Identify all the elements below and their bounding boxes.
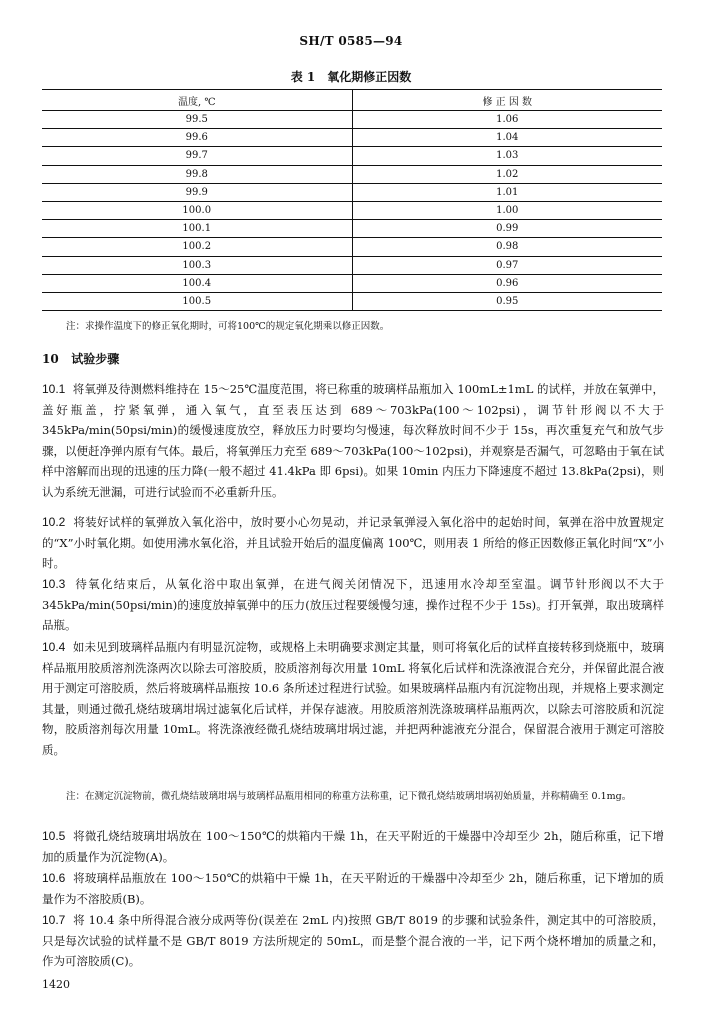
clause-text: 将玻璃样品瓶放在 100～150℃的烘箱中干燥 1h，在天平附近的干燥器中冷却至少 2h，随后称重，记下增加的质量作为不溶胶质(B)。 <box>42 871 664 906</box>
clause-text: 待氧化结束后，从氧化浴中取出氧弹，在进气阀关闭情况下，迅速用水冷却至室温。调节针形阀以不大于 345kPa/min(50psi/min)的速度放掉氧弹中的压力(放压过程要缓慢匀速，操作过程不少于 15s)。打开氧弹，取出玻璃样品瓶。 <box>42 577 664 632</box>
table-row <box>42 220 662 238</box>
factor-cell: 0.96 <box>352 274 662 292</box>
clause-number: 10.2 <box>42 515 66 529</box>
clause-number: 10.3 <box>42 577 66 591</box>
table-row <box>42 147 662 165</box>
section-heading <box>42 350 119 367</box>
column-header-factor: 修 正 因 数 <box>352 90 662 111</box>
clause-text: 将装好试样的氧弹放入氧化浴中，放时要小心勿晃动，并记录氧弹浸入氧化浴中的起始时间，氧弹在浴中放置规定的“X”小时氧化期。如使用沸水氧化浴，并且试验开始后的温度偏离 100℃，则用表 1 所给的修正因数修正氧化时间“X”小时。 <box>42 515 664 570</box>
table-caption: 表 1 氧化期修正因数 <box>290 70 412 84</box>
factor-cell: 1.00 <box>352 201 662 219</box>
clause-number: 10.7 <box>42 913 66 927</box>
table-note: 注：求操作温度下的修正氧化期时，可将100℃的规定氧化期乘以修正因数。 <box>66 321 390 332</box>
factor-cell: 0.98 <box>352 238 662 256</box>
column-header-temperature: 温度, ℃ <box>42 90 352 111</box>
factor-cell: 1.02 <box>352 165 662 183</box>
factor-cell: 0.95 <box>352 292 662 310</box>
factor-cell: 1.04 <box>352 129 662 147</box>
table-row <box>42 165 662 183</box>
paragraph-10-5 <box>42 826 664 867</box>
paragraph-10-2 <box>42 512 664 574</box>
temperature-cell: 100.3 <box>42 256 352 274</box>
section-title: 试验步骤 <box>71 352 120 366</box>
paragraph-10-3 <box>42 574 664 636</box>
section-number: 10 <box>42 352 59 366</box>
factor-cell: 1.01 <box>352 183 662 201</box>
table-row <box>42 238 662 256</box>
correction-factor-table <box>42 89 662 311</box>
table-row <box>42 183 662 201</box>
temperature-cell: 99.9 <box>42 183 352 201</box>
paragraph-10-4 <box>42 637 664 760</box>
factor-cell: 0.97 <box>352 256 662 274</box>
temperature-cell: 99.6 <box>42 129 352 147</box>
temperature-cell: 99.7 <box>42 147 352 165</box>
temperature-cell: 100.2 <box>42 238 352 256</box>
temperature-cell: 99.5 <box>42 111 352 129</box>
clause-number: 10.5 <box>42 829 66 843</box>
temperature-cell: 99.8 <box>42 165 352 183</box>
running-header: SH/T 0585—94 <box>299 34 403 48</box>
clause-text: 将 10.4 条中所得混合液分成两等份(误差在 2mL 内)按照 GB/T 8019 的步骤和试验条件，测定其中的可溶胶质，只是每次试验的试样量不是 GB/T 8019 方法所规定的 50mL，而是整个混合液的一半，记下两个烧杯增加的质量之和，作为可溶胶质(C)。 <box>42 913 664 968</box>
paragraph-10-6 <box>42 868 664 909</box>
clause-text: 如未见到玻璃样品瓶内有明显沉淀物，或规格上未明确要求测定其量，则可将氧化后的试样直接转移到烧瓶中，玻璃样品瓶用胶质溶剂洗涤两次以除去可溶胶质，胶质溶剂每次用量 10mL 将氧化后试样和洗涤液混合充分，并保留此混合液用于测定可溶胶质，然后将玻璃样品瓶按 10.6 条所述过程进行试验。如果玻璃样品瓶内有沉淀物出现，并规格上要求测定其量，则通过微孔烧结玻璃坩埚过滤氧化后试样，并保存滤液。用胶质溶剂洗涤玻璃样品瓶两次，以除去可溶胶质和沉淀物，胶质溶剂每次用量 10mL。将洗涤液经微孔烧结玻璃坩埚过滤，并把两种滤液充分混合，保留混合液用于测定可溶胶质。 <box>42 640 664 757</box>
temperature-cell: 100.1 <box>42 220 352 238</box>
temperature-cell: 100.5 <box>42 292 352 310</box>
clause-number: 10.4 <box>42 640 66 654</box>
table-header-row <box>42 90 662 111</box>
temperature-cell: 100.0 <box>42 201 352 219</box>
table-row <box>42 292 662 310</box>
temperature-cell: 100.4 <box>42 274 352 292</box>
page-number: 1420 <box>42 978 70 991</box>
paragraph-10-7 <box>42 910 664 972</box>
table-row <box>42 201 662 219</box>
table-row <box>42 274 662 292</box>
clause-number: 10.6 <box>42 871 66 885</box>
factor-cell: 1.03 <box>352 147 662 165</box>
note-10-4: 注：在测定沉淀物前，微孔烧结玻璃坩埚与玻璃样品瓶用相同的称重方法称重，记下微孔烧结玻璃坩埚初始质量，并称精确至 0.1mg。 <box>66 791 632 802</box>
clause-text: 将微孔烧结玻璃坩埚放在 100～150℃的烘箱内干燥 1h，在天平附近的干燥器中冷却至少 2h，随后称重，记下增加的质量作为沉淀物(A)。 <box>42 829 664 864</box>
factor-cell: 1.06 <box>352 111 662 129</box>
table-row <box>42 129 662 147</box>
clause-text: 将氧弹及待测燃料维持在 15～25℃温度范围，将已称重的玻璃样品瓶加入 100mL±1mL 的试样，并放在氧弹中，盖好瓶盖，拧紧氧弹，通入氧气，直至表压达到 689～703kPa(100～102psi)，调节针形阀以不大于 345kPa/min(50psi/min)的缓慢速度放空，释放压力时要均匀慢速，每次释放时间不少于 15s，再次重复充气和放气步骤，以便赶净弹内原有气体。最后，将氧弹压力充至 689～703kPa(100～102psi)，并观察是否漏气，可忽略由于氧在试样中溶解而出现的迅速的压力降(一般不超过 41.4kPa 即 6psi)。如果 10min 内压力下降速度不超过 13.8kPa(2psi)，则认为系统无泄漏，可进行试验而不必重新升压。 <box>42 382 665 499</box>
table-row <box>42 111 662 129</box>
paragraph-10-1 <box>42 379 664 502</box>
table-row <box>42 256 662 274</box>
clause-number: 10.1 <box>42 382 66 396</box>
factor-cell: 0.99 <box>352 220 662 238</box>
